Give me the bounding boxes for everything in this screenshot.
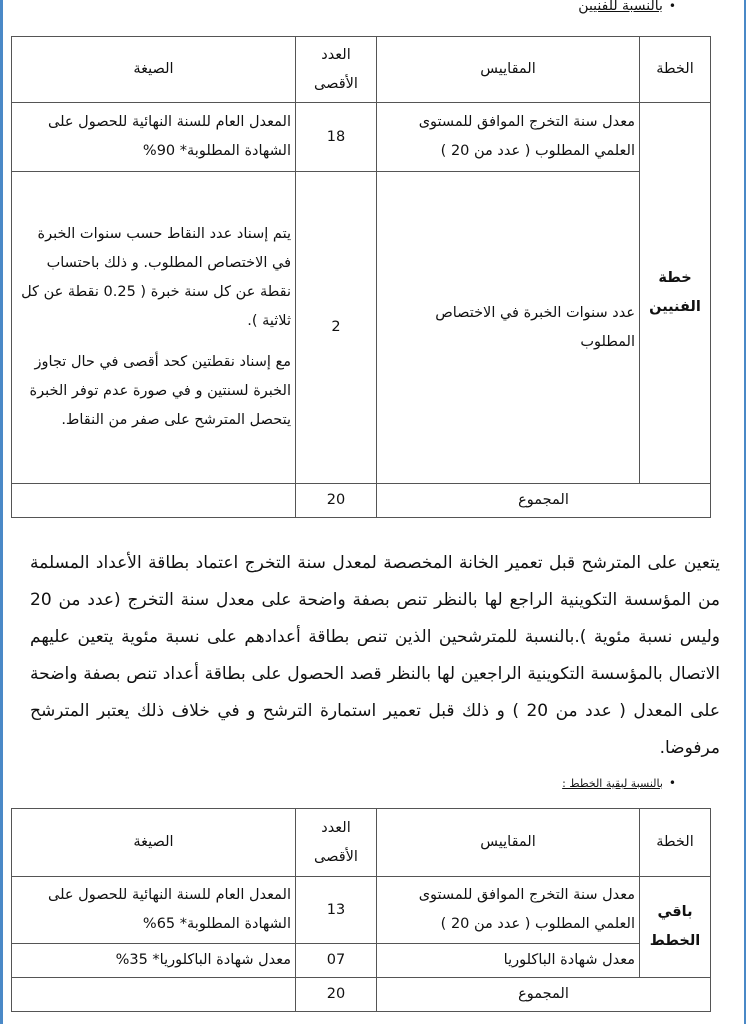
bullet-icon: • xyxy=(668,0,676,13)
header-criteria: المقاييس xyxy=(377,37,640,103)
section-heading-text: بالنسبة لبقية الخطط : xyxy=(562,776,663,790)
section-heading-text: بالنسبة للفنيين xyxy=(578,0,663,14)
total-row xyxy=(12,484,711,518)
formula-cell: المعدل العام للسنة النهائية للحصول على الشهادة المطلوبة* 90% xyxy=(12,103,296,172)
table-row xyxy=(12,877,711,944)
header-plan: الخطة xyxy=(640,37,711,103)
header-max: العدد الأقصى xyxy=(296,37,377,103)
total-value: 20 xyxy=(296,978,377,1012)
max-score-cell: 2 xyxy=(296,172,377,484)
header-criteria: المقاييس xyxy=(377,809,640,877)
max-score-cell: 07 xyxy=(296,944,377,978)
bullet-icon: • xyxy=(668,776,676,790)
criteria-cell: معدل سنة التخرج الموافق للمستوى العلمي المطلوب ( عدد من 20 ) xyxy=(377,877,640,944)
table-header-row xyxy=(12,37,711,103)
other-plans-score-table xyxy=(11,808,711,1012)
table-row xyxy=(12,944,711,978)
header-formula: الصيغة xyxy=(12,37,296,103)
formula-paragraph: يتم إسناد عدد النقاط حسب سنوات الخبرة في الاختصاص المطلوب. و ذلك باحتساب نقطة عن كل سنة خبرة ( 0.25 نقطة عن كل ثلاثية ). xyxy=(21,226,291,329)
total-value: 20 xyxy=(296,484,377,518)
max-score-cell: 18 xyxy=(296,103,377,172)
technicians-score-table xyxy=(11,36,711,518)
section-heading-technicians xyxy=(578,0,676,14)
section-heading-other-plans xyxy=(562,776,676,790)
header-plan: الخطة xyxy=(640,809,711,877)
instructions-paragraph: يتعين على المترشح قبل تعمير الخانة المخصصة لمعدل سنة التخرج اعتماد بطاقة الأعداد المسلمة من المؤسسة التكوينية الراجع لها بالنظر تنص بصفة واضحة على معدل سنة التخرج (عدد من 20 وليس نسبة مئوية ).بالنسبة للمترشحين الذين تنص بطاقة أعدادهم على نسبة مئوية يتعين عليهم الاتصال بالمؤسسة التكوينية الراجعين لها بالنظر قصد الحصول على بطاقة أعداد تنص بصفة واضحة على المعدل ( عدد من 20 ) و ذلك قبل تعمير استمارة الترشح و في خلاف ذلك يعتبر المترشح مرفوضا. xyxy=(30,553,721,758)
formula-paragraph: مع إسناد نقطتين كحد أقصى في حال تجاوز الخبرة لسنتين و في صورة عدم توفر الخبرة يتحصل المترشح على صفر من النقاط. xyxy=(29,354,291,428)
max-score-cell: 13 xyxy=(296,877,377,944)
total-row xyxy=(12,978,711,1012)
criteria-cell: عدد سنوات الخبرة في الاختصاص المطلوب xyxy=(377,172,640,484)
plan-cell: باقي الخطط xyxy=(640,877,711,978)
header-formula: الصيغة xyxy=(12,809,296,877)
empty-cell xyxy=(12,484,296,518)
formula-cell: المعدل العام للسنة النهائية للحصول على الشهادة المطلوبة* 65% xyxy=(12,877,296,944)
formula-cell xyxy=(12,172,296,484)
table-row xyxy=(12,172,711,484)
left-edge-bar xyxy=(0,0,3,1024)
criteria-cell: معدل شهادة الباكلوريا xyxy=(377,944,640,978)
table-header-row xyxy=(12,809,711,877)
total-label: المجموع xyxy=(377,978,711,1012)
formula-cell: معدل شهادة الباكلوريا* 35% xyxy=(12,944,296,978)
total-label: المجموع xyxy=(377,484,711,518)
empty-cell xyxy=(12,978,296,1012)
criteria-cell: معدل سنة التخرج الموافق للمستوى العلمي المطلوب ( عدد من 20 ) xyxy=(377,103,640,172)
header-max: العدد الأقصى xyxy=(296,809,377,877)
table-row xyxy=(12,103,711,172)
plan-cell: خطة الفنيين xyxy=(640,103,711,484)
